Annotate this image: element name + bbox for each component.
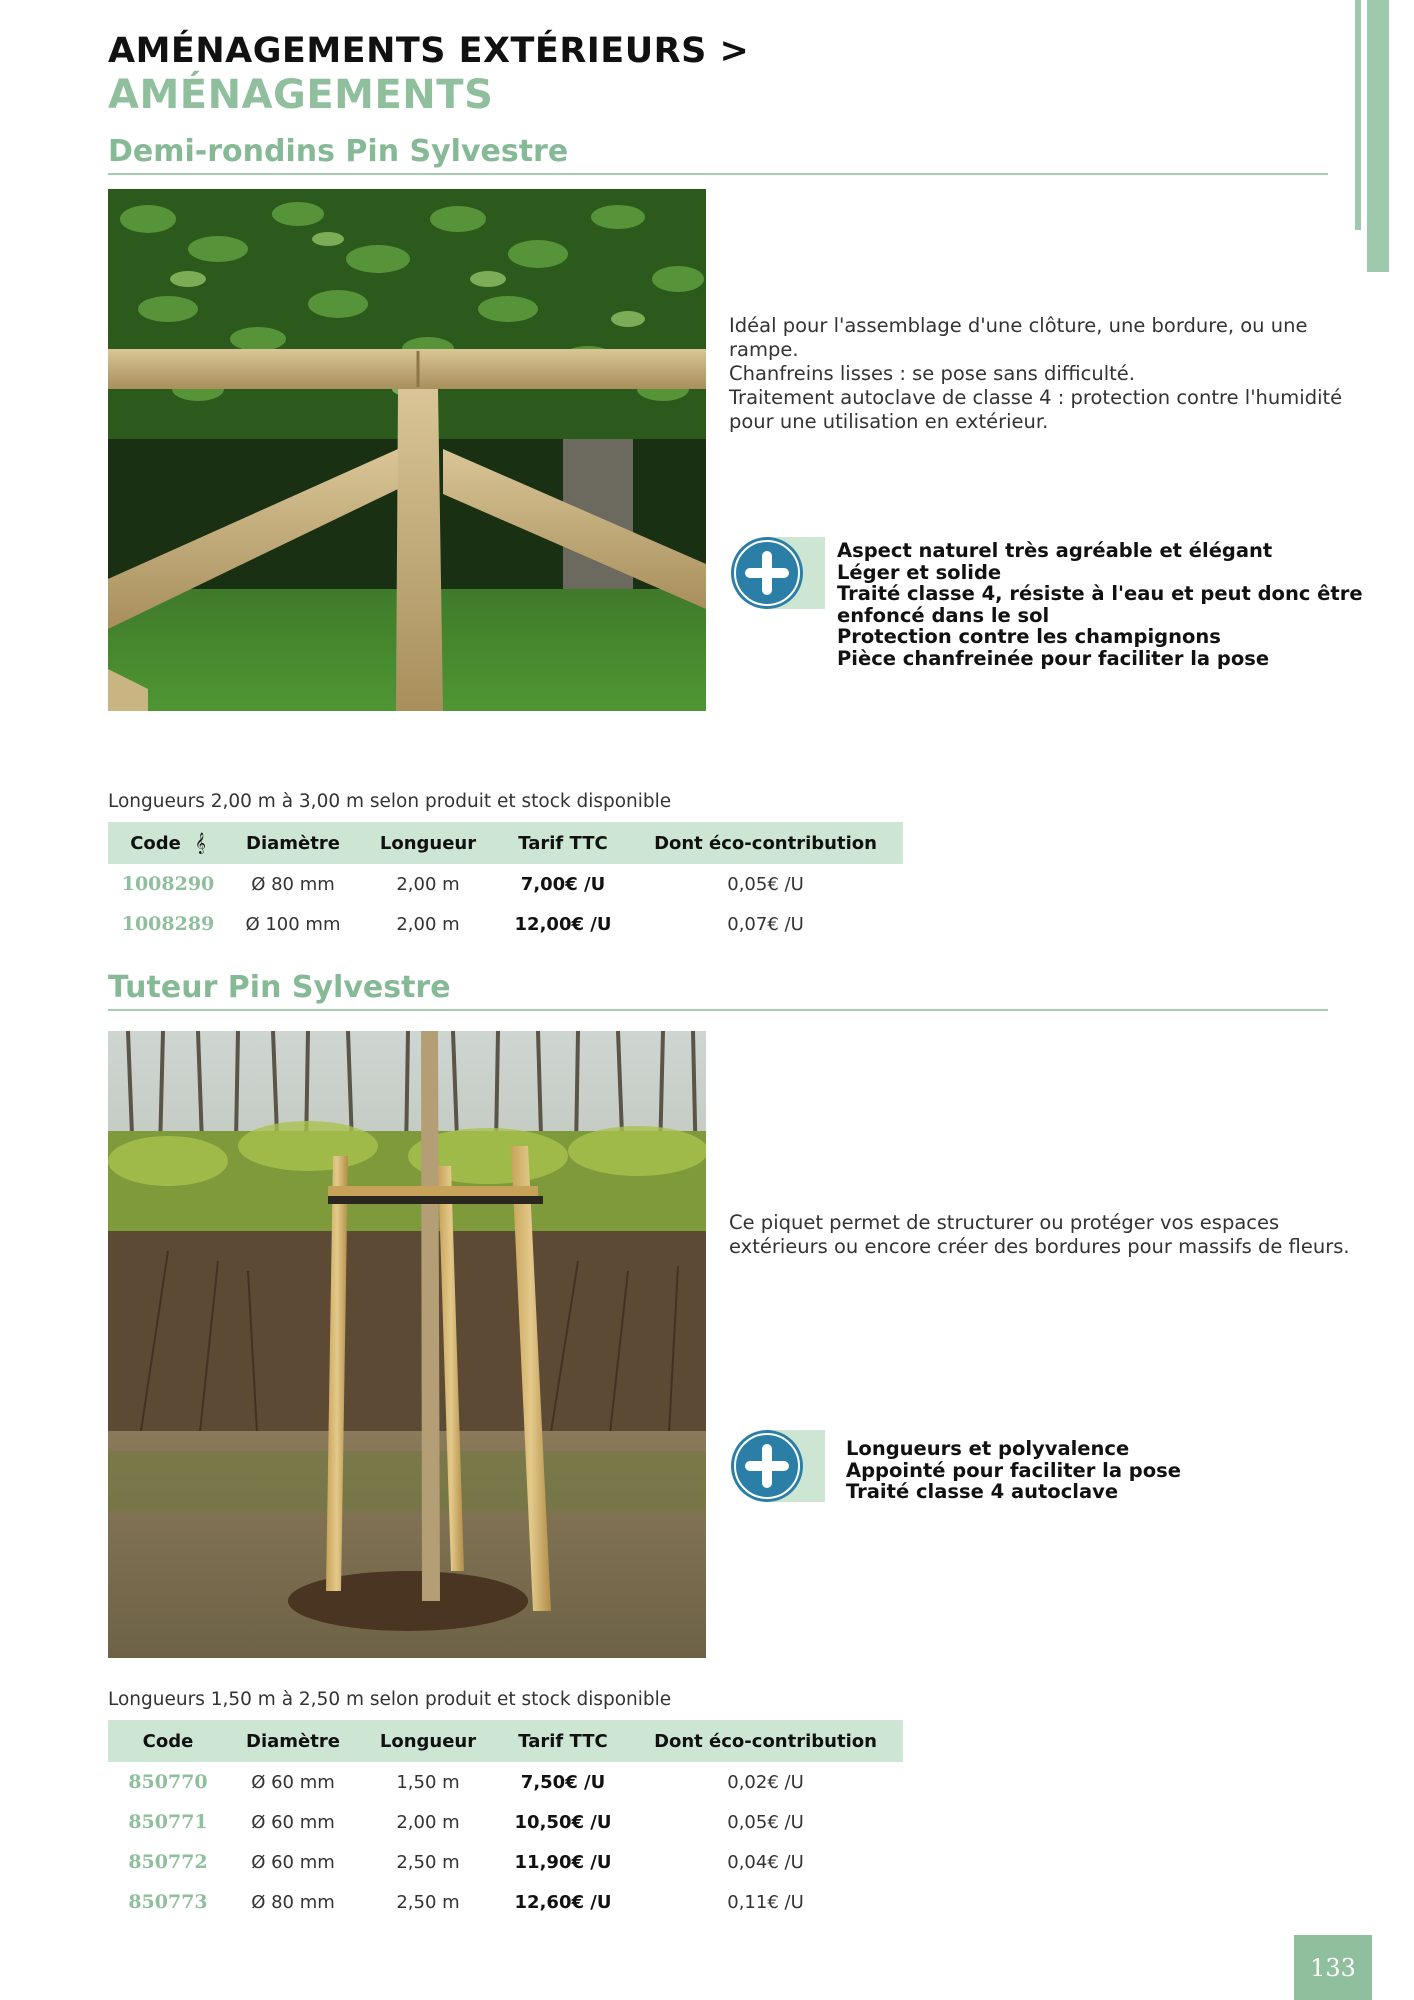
category-title: AMÉNAGEMENTS EXTÉRIEURS > xyxy=(108,31,750,71)
description-line: Chanfreins lisses : se pose sans difficulté. xyxy=(729,362,1135,385)
table-row xyxy=(108,1882,903,1922)
description-line: rampe. xyxy=(729,338,799,361)
length-cell: 2,50 m xyxy=(396,1891,460,1913)
column-header-tarif: Tarif TTC xyxy=(498,1720,628,1762)
diameter-cell: Ø 80 mm xyxy=(251,873,335,895)
length-cell: 1,50 m xyxy=(396,1771,460,1793)
column-header-eco: Dont éco-contribution xyxy=(628,1720,903,1762)
table-header-row xyxy=(108,822,903,864)
table-row xyxy=(108,864,903,904)
feature-list-demi-rondins xyxy=(837,540,1363,669)
column-header-longueur: Longueur xyxy=(358,1720,498,1762)
column-header-code: Code 𝄞 xyxy=(108,822,228,864)
table-row xyxy=(108,1802,903,1842)
column-header-code: Code xyxy=(108,1720,228,1762)
table-header-row xyxy=(108,1720,903,1762)
diameter-cell: Ø 60 mm xyxy=(251,1851,335,1873)
product-title-tuteur: Tuteur Pin Sylvestre xyxy=(108,969,1328,1011)
column-header-tarif: Tarif TTC xyxy=(498,822,628,864)
diameter-cell: Ø 80 mm xyxy=(251,1891,335,1913)
column-header-diametre: Diamètre xyxy=(228,822,358,864)
column-header-eco: Dont éco-contribution xyxy=(628,822,903,864)
decorative-side-line xyxy=(1355,0,1361,230)
diameter-cell: Ø 100 mm xyxy=(245,913,341,935)
feature-list-tuteur xyxy=(846,1438,1181,1503)
feature-item: enfoncé dans le sol xyxy=(837,603,1050,627)
column-header-longueur: Longueur xyxy=(358,822,498,864)
feature-item: Traité classe 4, résiste à l'eau et peut donc être xyxy=(837,582,1363,605)
price-cell: 10,50€ /U xyxy=(514,1811,612,1833)
price-table-tuteur xyxy=(108,1720,903,1922)
feature-item: Traité classe 4 autoclave xyxy=(846,1480,1119,1503)
product-description-demi-rondins xyxy=(729,314,1343,434)
eco-cell: 0,02€ /U xyxy=(727,1771,804,1793)
description-line: Idéal pour l'assemblage d'une clôture, une bordure, ou une xyxy=(729,314,1308,337)
price-cell: 11,90€ /U xyxy=(514,1851,612,1873)
feature-item: Léger et solide xyxy=(837,560,1002,584)
price-cell: 7,50€ /U xyxy=(520,1771,606,1793)
product-code: 1008290 xyxy=(121,873,215,895)
diameter-cell: Ø 60 mm xyxy=(251,1811,335,1833)
tree-stake-photo xyxy=(108,1031,706,1658)
description-line: pour une utilisation en extérieur. xyxy=(729,410,1049,433)
product-code: 850771 xyxy=(128,1811,208,1833)
length-cell: 2,00 m xyxy=(396,913,460,935)
product-description-tuteur xyxy=(729,1211,1350,1259)
price-cell: 12,00€ /U xyxy=(514,913,612,935)
description-line: Traitement autoclave de classe 4 : protection contre l'humidité xyxy=(729,386,1343,409)
feature-item: Longueurs et polyvalence xyxy=(846,1437,1130,1460)
product-code: 1008289 xyxy=(121,913,215,935)
page-number: 133 xyxy=(1294,1935,1372,2000)
length-cell: 2,50 m xyxy=(396,1851,460,1873)
eco-cell: 0,05€ /U xyxy=(727,873,804,895)
length-cell: 2,00 m xyxy=(396,1811,460,1833)
plus-icon xyxy=(729,537,825,609)
subcategory-title: AMÉNAGEMENTS xyxy=(108,72,494,118)
description-line: Ce piquet permet de structurer ou protéger vos espaces xyxy=(729,1211,1280,1234)
eco-cell: 0,05€ /U xyxy=(727,1811,804,1833)
diameter-cell: Ø 60 mm xyxy=(251,1771,335,1793)
fence-photo xyxy=(108,189,706,711)
eco-cell: 0,04€ /U xyxy=(727,1851,804,1873)
price-cell: 12,60€ /U xyxy=(514,1891,612,1913)
table-row xyxy=(108,1842,903,1882)
decorative-side-bar xyxy=(1367,0,1389,272)
table-row xyxy=(108,904,903,944)
treble-clef-icon: 𝄞 xyxy=(195,832,206,854)
length-cell: 2,00 m xyxy=(396,873,460,895)
column-header-diametre: Diamètre xyxy=(228,1720,358,1762)
product-code: 850773 xyxy=(128,1891,208,1913)
length-note-demi-rondins: Longueurs 2,00 m à 3,00 m selon produit et stock disponible xyxy=(108,791,672,812)
page-header xyxy=(108,30,749,118)
table-row xyxy=(108,1762,903,1802)
description-line: extérieurs ou encore créer des bordures pour massifs de fleurs. xyxy=(729,1235,1350,1258)
price-table-demi-rondins xyxy=(108,822,903,944)
product-code: 850770 xyxy=(128,1771,208,1793)
feature-item: Aspect naturel très agréable et élégant xyxy=(837,539,1273,562)
price-cell: 7,00€ /U xyxy=(520,873,606,895)
plus-icon xyxy=(729,1430,825,1502)
eco-cell: 0,07€ /U xyxy=(727,913,804,935)
feature-item: Appointé pour faciliter la pose xyxy=(846,1458,1181,1482)
length-note-tuteur: Longueurs 1,50 m à 2,50 m selon produit et stock disponible xyxy=(108,1689,672,1710)
product-code: 850772 xyxy=(128,1851,208,1873)
feature-item: Pièce chanfreinée pour faciliter la pose xyxy=(837,646,1270,670)
product-title-demi-rondins: Demi-rondins Pin Sylvestre xyxy=(108,133,1328,175)
eco-cell: 0,11€ /U xyxy=(727,1891,804,1913)
feature-item: Protection contre les champignons xyxy=(837,625,1221,648)
